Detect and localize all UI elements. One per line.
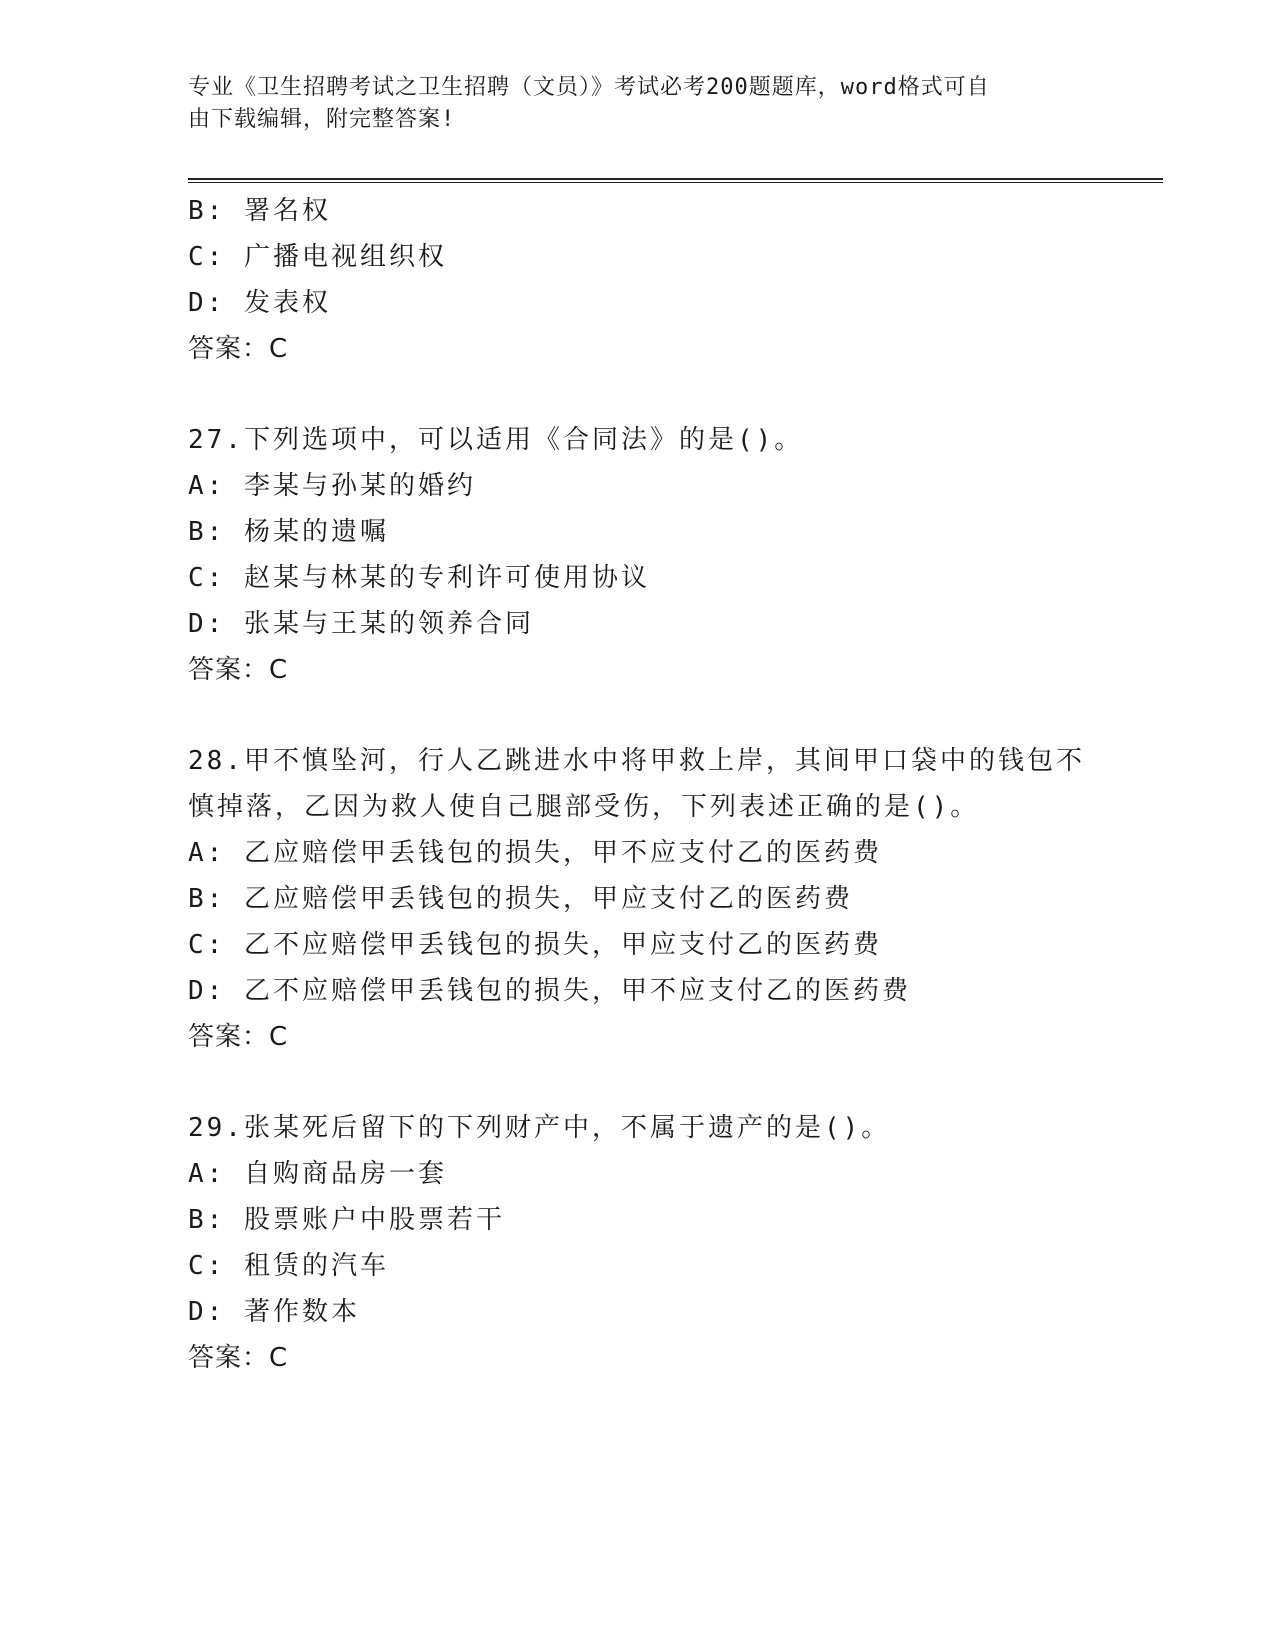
question-title: 27.下列选项中，可以适用《合同法》的是()。 (188, 425, 804, 455)
question-28 (188, 738, 1108, 1060)
answer: 答案：C (188, 1022, 289, 1052)
option-b: B: 署名权 (188, 196, 331, 226)
option-a: A: 乙应赔偿甲丢钱包的损失，甲不应支付乙的医药费 (188, 838, 882, 868)
header-divider (188, 178, 1163, 183)
header-line-1: 专业《卫生招聘考试之卫生招聘（文员）》考试必考200题题库，word格式可自 (188, 75, 990, 100)
option-b: B: 股票账户中股票若干 (188, 1205, 505, 1235)
option-b: B: 杨某的遗嘱 (188, 517, 389, 547)
option-d: D: 著作数本 (188, 1297, 360, 1327)
answer: 答案：C (188, 655, 289, 685)
document-header (188, 72, 1088, 136)
option-d: D: 乙不应赔偿甲丢钱包的损失，甲不应支付乙的医药费 (188, 976, 911, 1006)
question-continuation (188, 188, 1108, 372)
question-title-line-1: 28.甲不慎坠河，行人乙跳进水中将甲救上岸，其间甲口袋中的钱包不 (188, 746, 1085, 776)
answer: 答案：C (188, 334, 289, 364)
option-c: C: 租赁的汽车 (188, 1251, 389, 1281)
question-title: 29.张某死后留下的下列财产中，不属于遗产的是()。 (188, 1113, 891, 1143)
option-c: C: 赵某与林某的专利许可使用协议 (188, 563, 650, 593)
question-list (188, 188, 1108, 1381)
option-d: D: 张某与王某的领养合同 (188, 609, 534, 639)
option-c: C: 乙不应赔偿甲丢钱包的损失，甲应支付乙的医药费 (188, 930, 882, 960)
answer: 答案：C (188, 1343, 289, 1373)
question-27 (188, 417, 1108, 693)
option-b: B: 乙应赔偿甲丢钱包的损失，甲应支付乙的医药费 (188, 884, 853, 914)
option-c: C: 广播电视组织权 (188, 242, 447, 272)
option-d: D: 发表权 (188, 288, 331, 318)
option-a: A: 李某与孙某的婚约 (188, 471, 476, 501)
header-line-2: 由下载编辑，附完整答案! (188, 107, 456, 132)
question-title-line-2: 慎掉落，乙因为救人使自己腿部受伤，下列表述正确的是()。 (188, 792, 980, 822)
question-29 (188, 1105, 1108, 1381)
option-a: A: 自购商品房一套 (188, 1159, 447, 1189)
